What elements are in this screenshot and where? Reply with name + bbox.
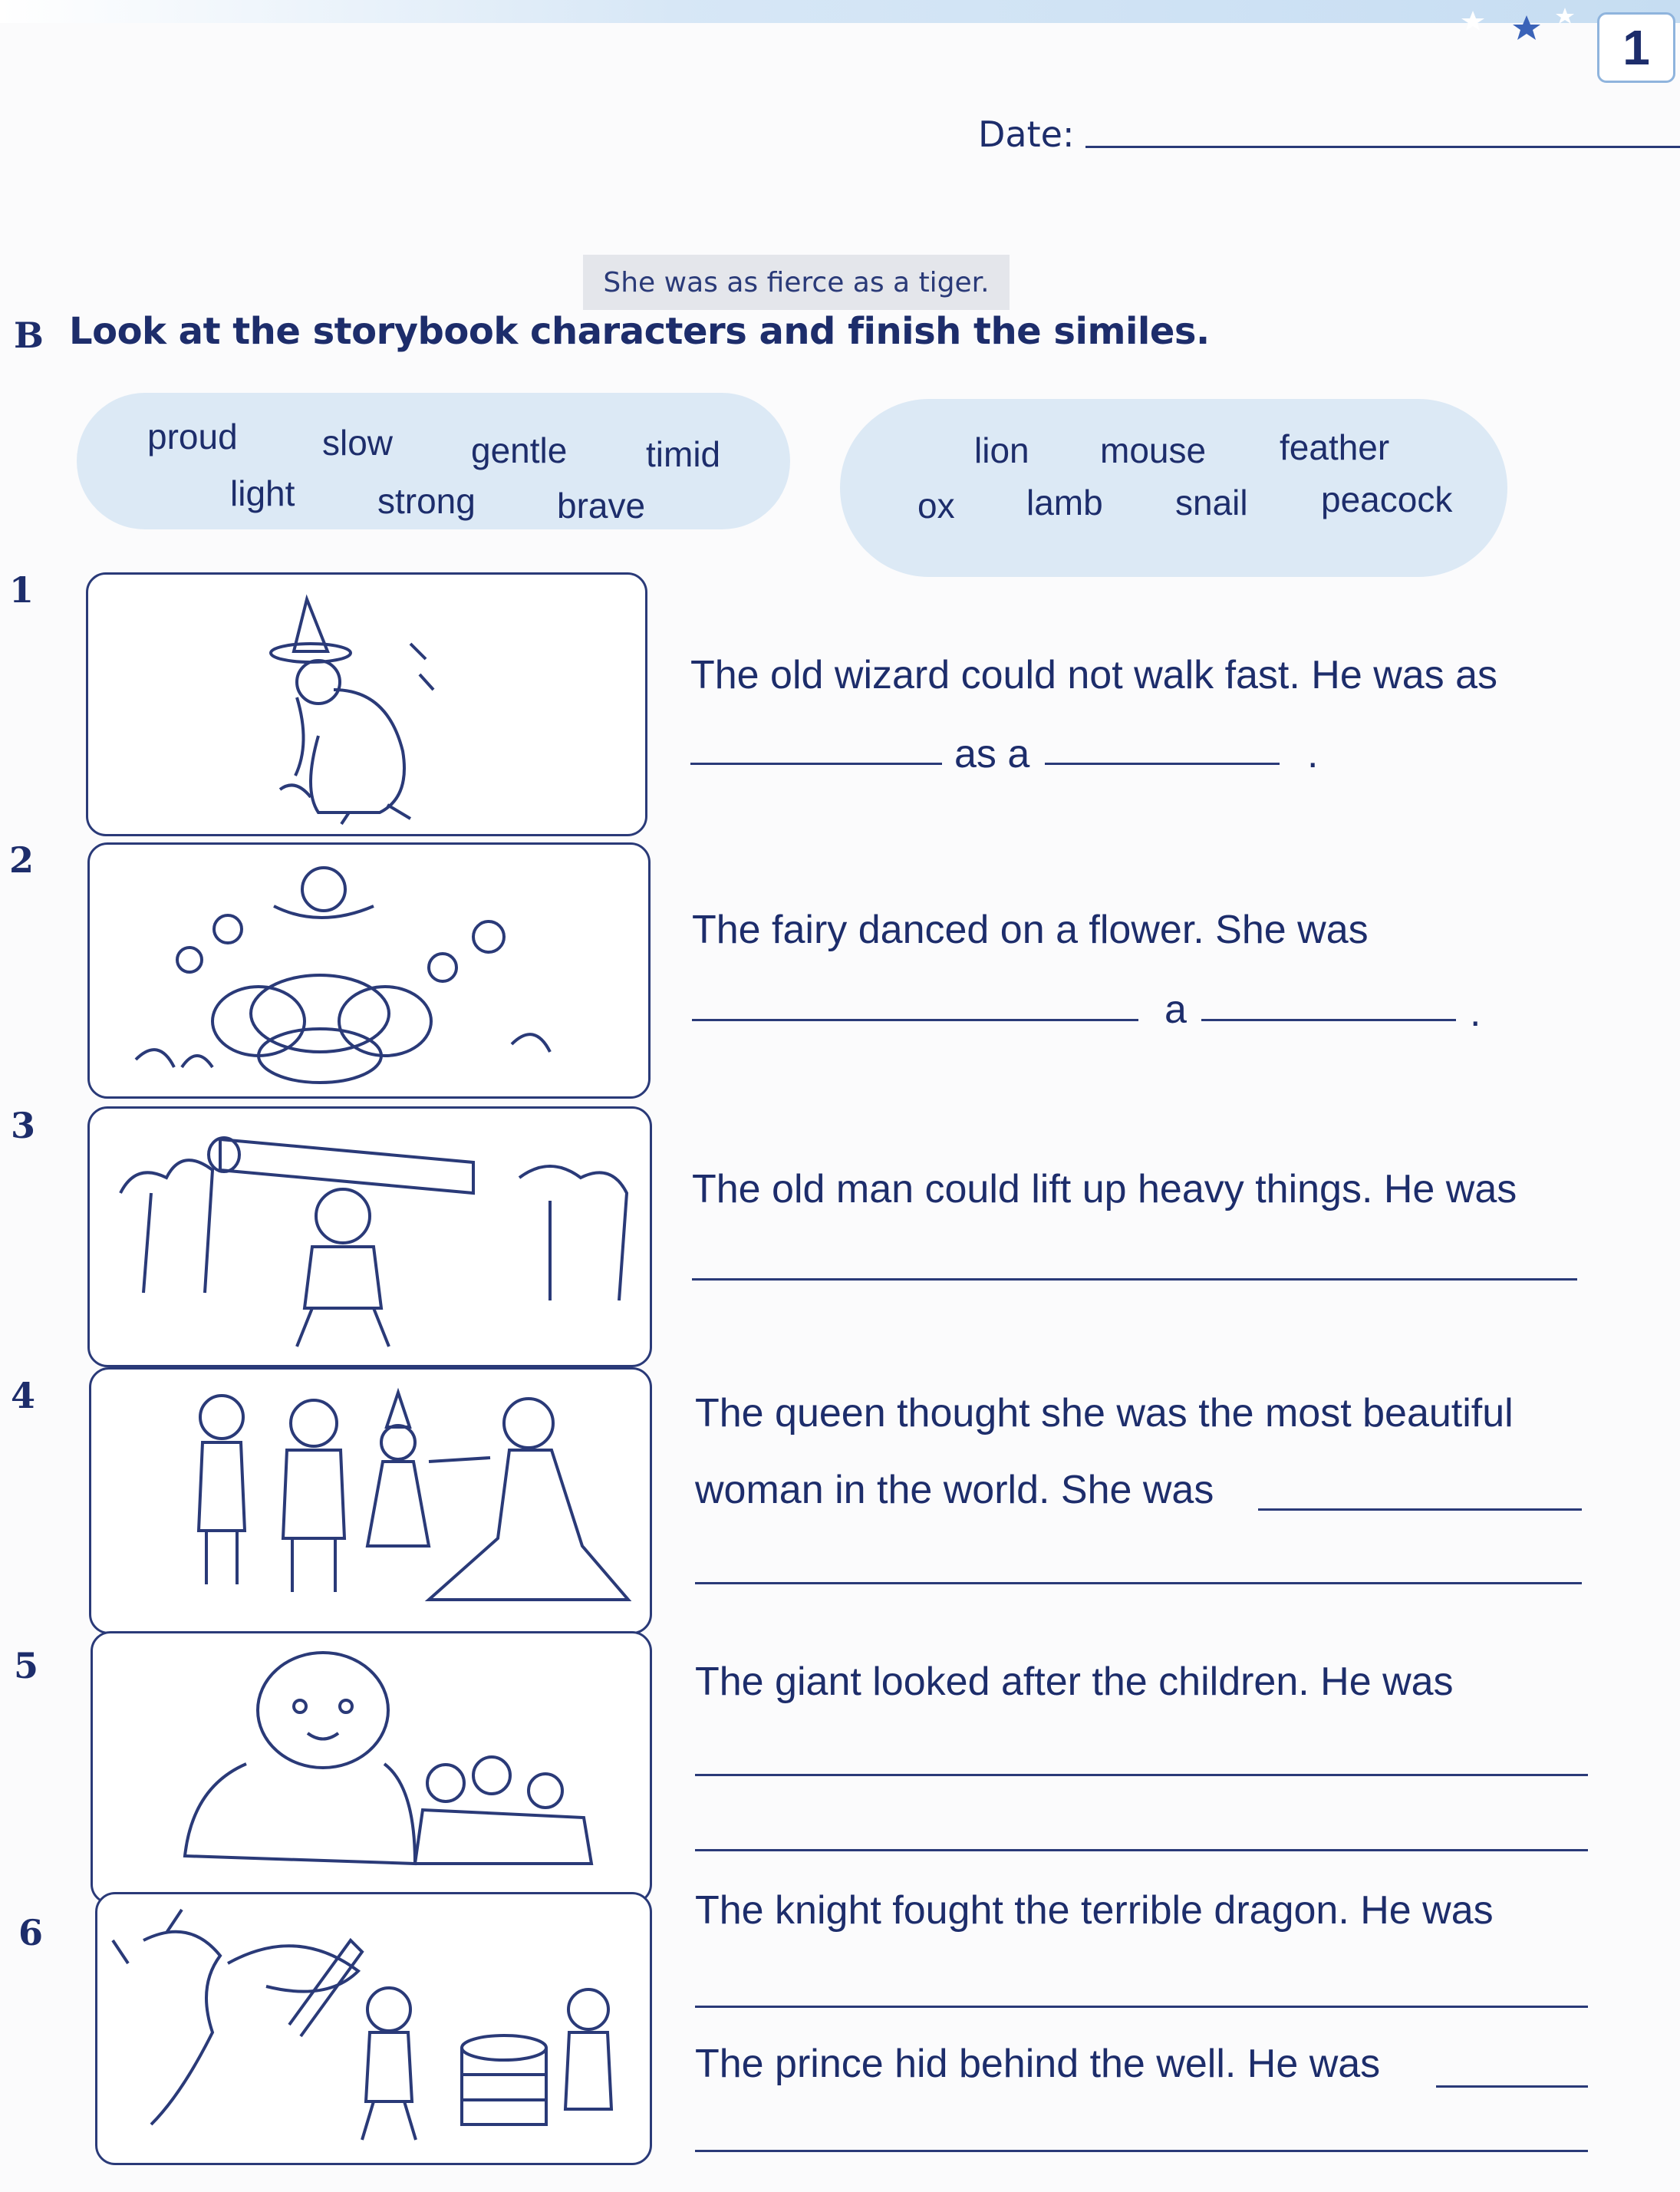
top-color-band xyxy=(0,0,1680,23)
word-bank-adjective: slow xyxy=(322,423,394,463)
word-bank-animal: snail xyxy=(1175,483,1248,522)
question-4-text: The queen thought she was the most beautiful xyxy=(695,1391,1514,1436)
section-letter: B xyxy=(14,315,44,356)
example-simile: She was as fierce as a tiger. xyxy=(583,255,1010,310)
question-5-text: The giant looked after the children. He was xyxy=(695,1660,1454,1704)
word-bank-animal: peacock xyxy=(1321,480,1453,519)
question-number: 2 xyxy=(9,839,35,881)
question-number: 3 xyxy=(11,1105,36,1146)
answer-blank[interactable] xyxy=(695,1582,1582,1584)
answer-blank[interactable] xyxy=(1436,2085,1588,2088)
page-number: 1 xyxy=(1597,12,1675,83)
date-field-line[interactable] xyxy=(1085,146,1680,148)
word-bank-adjective: light xyxy=(230,473,295,513)
answer-blank[interactable] xyxy=(1201,1019,1456,1021)
question-1-end: . xyxy=(1307,732,1319,776)
star-icon xyxy=(1461,11,1484,31)
word-bank-animal: feather xyxy=(1280,427,1390,467)
answer-blank[interactable] xyxy=(695,1774,1588,1776)
question-6-text-line-2: The prince hid behind the well. He was xyxy=(695,2042,1381,2086)
answer-blank[interactable] xyxy=(692,1019,1138,1021)
stars-decoration xyxy=(1450,5,1588,43)
question-3-text: The old man could lift up heavy things. He was xyxy=(692,1167,1517,1211)
answer-blank[interactable] xyxy=(690,763,942,765)
question-number: 1 xyxy=(9,569,35,611)
word-bank-animal: ox xyxy=(917,486,955,526)
word-bank-animal: lion xyxy=(974,430,1029,470)
knight-dragon-illustration xyxy=(95,1892,652,2165)
answer-blank[interactable] xyxy=(695,1849,1588,1851)
question-2-text: The fairy danced on a flower. She was xyxy=(692,908,1369,952)
word-bank-animal: lamb xyxy=(1026,483,1103,522)
fairy-illustration xyxy=(87,842,651,1099)
answer-blank[interactable] xyxy=(692,1278,1577,1281)
star-icon xyxy=(1556,8,1574,24)
question-6-text: The knight fought the terrible dragon. He was xyxy=(695,1888,1494,1933)
word-bank-adjective: proud xyxy=(147,417,238,457)
answer-blank[interactable] xyxy=(695,2006,1588,2008)
question-2-end: . xyxy=(1470,991,1481,1035)
question-number: 5 xyxy=(14,1645,39,1686)
strong-man-illustration xyxy=(87,1106,652,1367)
star-icon xyxy=(1513,15,1540,40)
answer-blank[interactable] xyxy=(1258,1508,1582,1511)
question-number: 6 xyxy=(18,1912,44,1953)
question-1-middle: as a xyxy=(954,732,1030,776)
word-bank-animal: mouse xyxy=(1100,430,1207,470)
question-1-text: The old wizard could not walk fast. He was as xyxy=(690,653,1498,697)
word-bank-adjective: gentle xyxy=(471,430,568,470)
question-4-text-line-2: woman in the world. She was xyxy=(695,1468,1214,1512)
queen-illustration xyxy=(89,1367,652,1634)
question-2-middle: a xyxy=(1164,987,1187,1032)
word-bank-adjective: strong xyxy=(377,481,476,521)
answer-blank[interactable] xyxy=(1045,763,1280,765)
wizard-illustration xyxy=(86,572,647,836)
instruction-heading: Look at the storybook characters and finish the similes. xyxy=(69,310,1210,353)
answer-blank[interactable] xyxy=(695,2150,1588,2152)
giant-illustration xyxy=(91,1631,652,1904)
word-bank-adjective: brave xyxy=(557,486,646,526)
date-label: Date: xyxy=(978,114,1075,155)
question-number: 4 xyxy=(11,1375,36,1416)
word-bank-adjective: timid xyxy=(646,434,721,474)
